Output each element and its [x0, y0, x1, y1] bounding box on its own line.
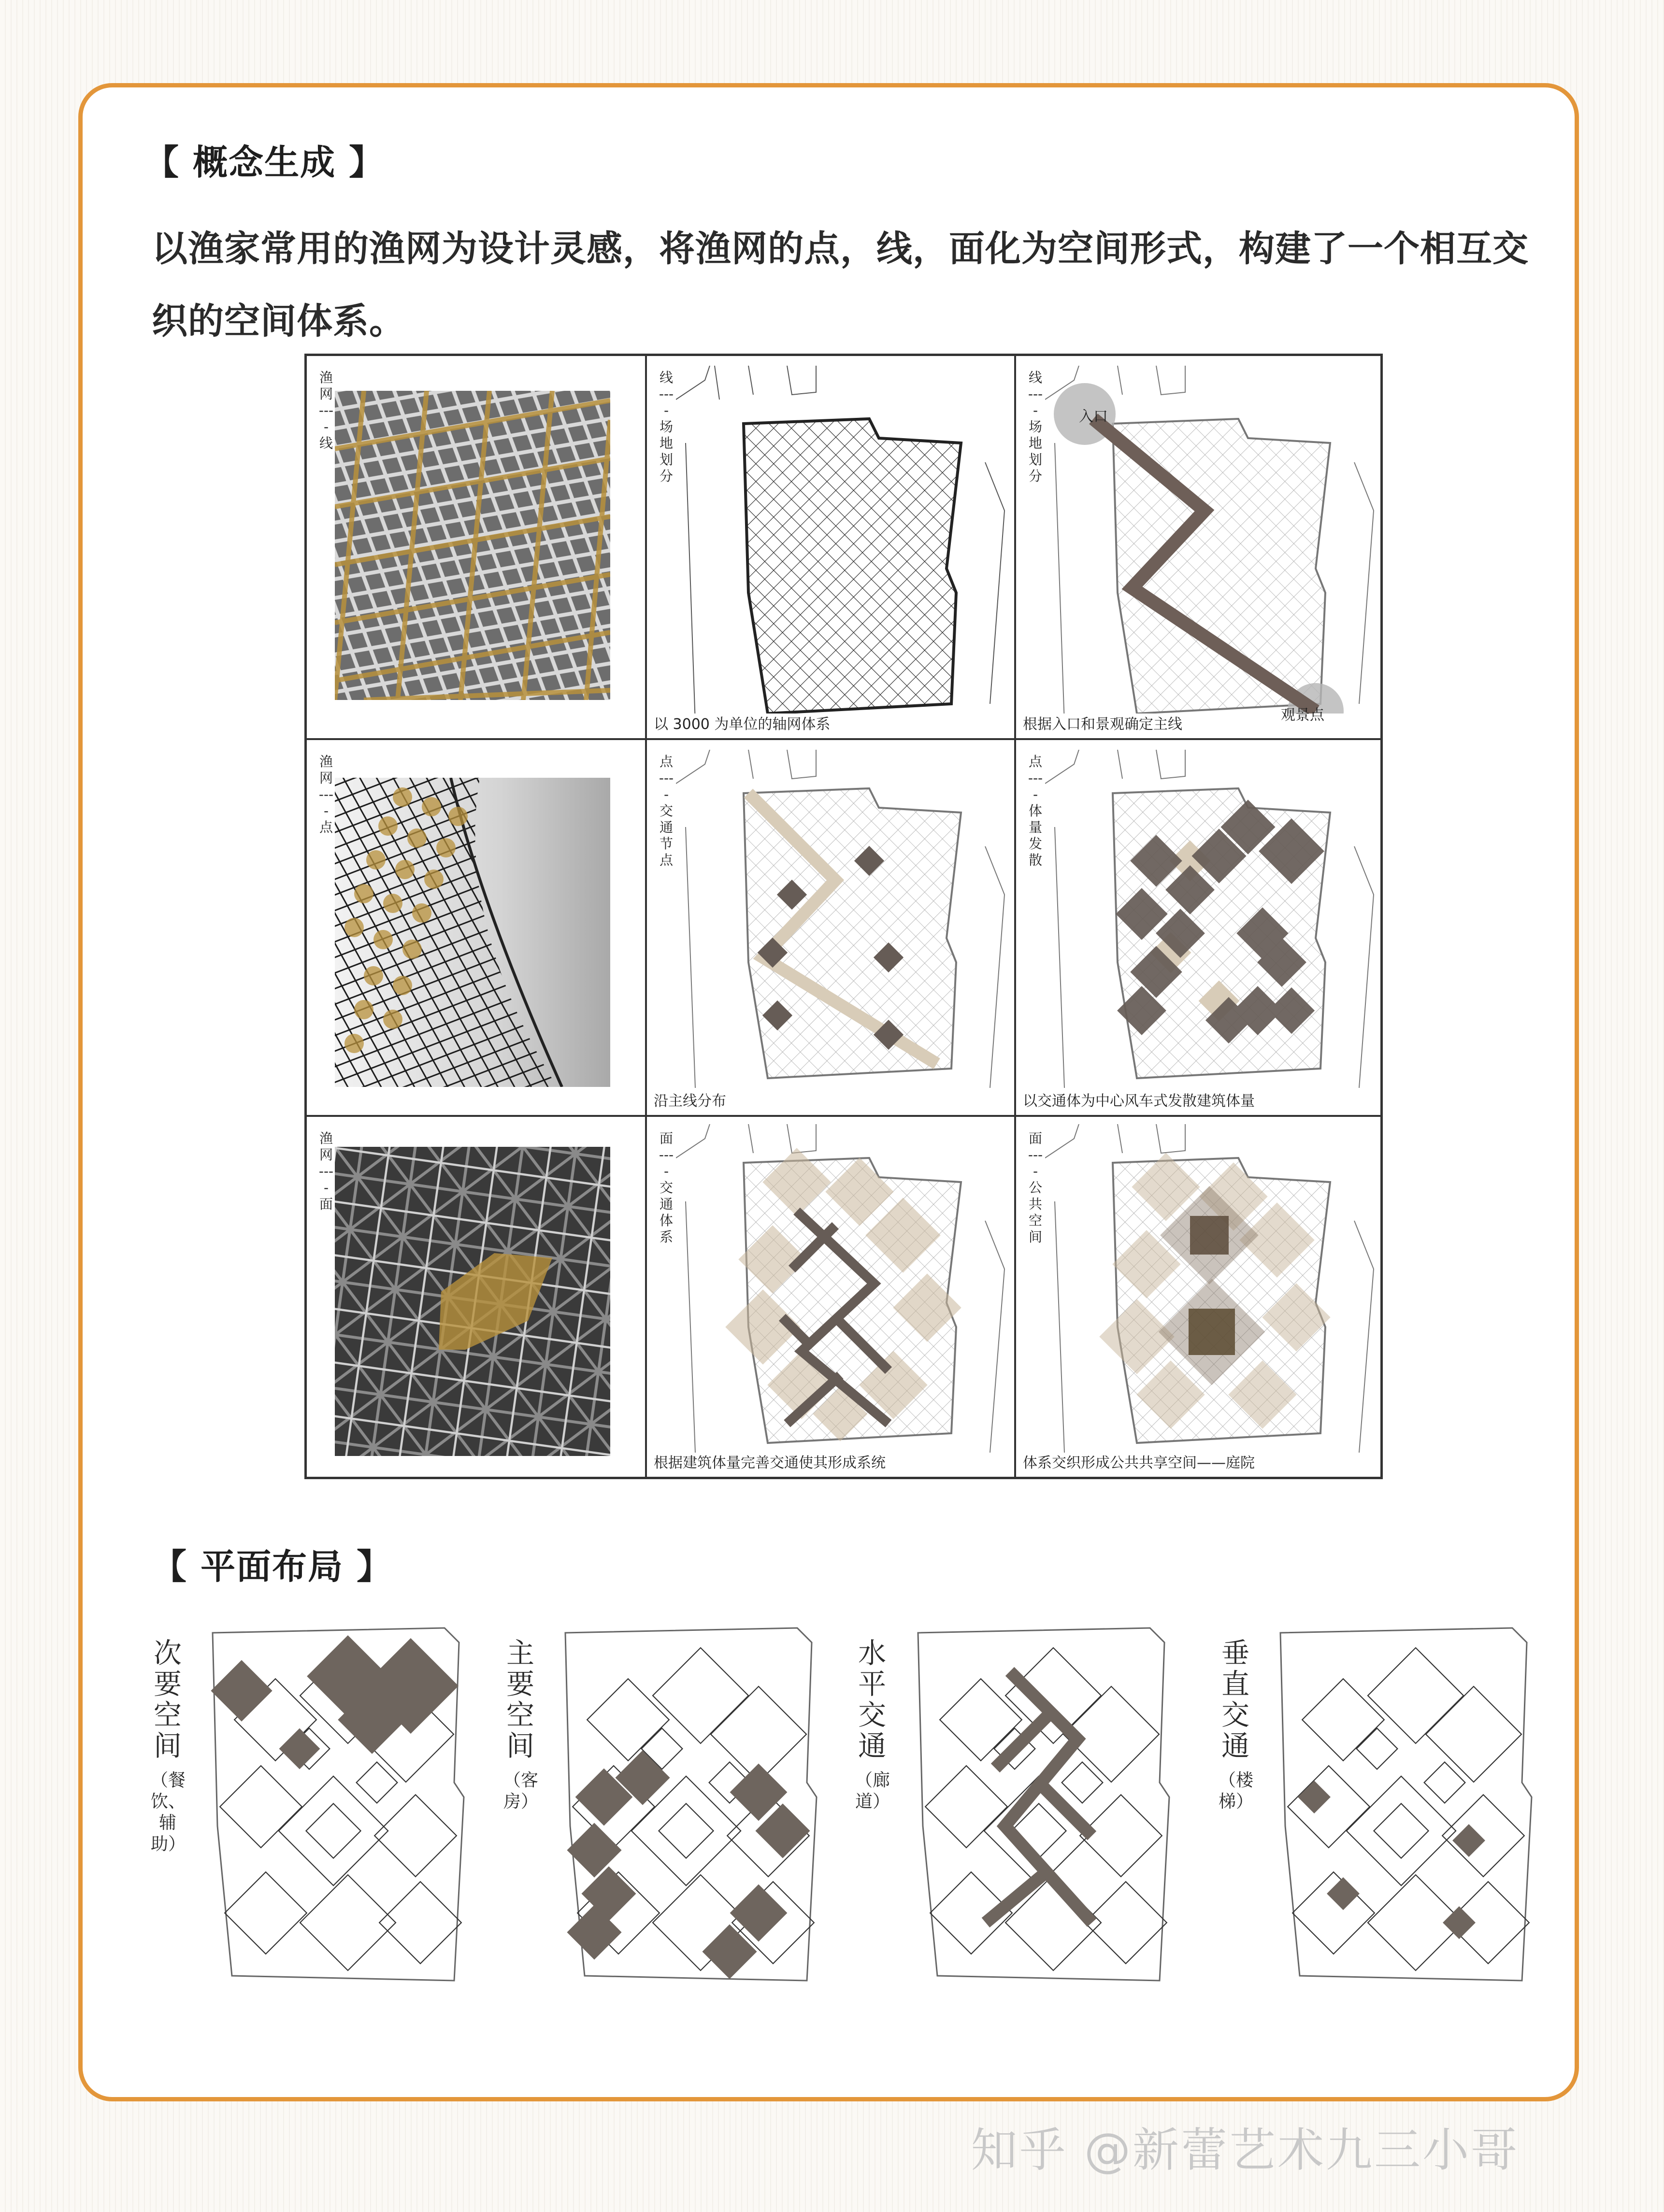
cell-axis-grid [646, 355, 1015, 739]
plan-label-main [503, 1638, 537, 1812]
photo-label-line: 渔网 ---- 线 [318, 370, 334, 451]
traffic-nodes-diagram [676, 750, 1009, 1088]
section-heading-concept: 【 概念生成 】 [144, 142, 385, 183]
public-space-diagram [1045, 1124, 1378, 1453]
caption-volume-spread: 以交通体为中心风车式发散建筑体量 [1023, 1093, 1255, 1110]
caption-traffic-system: 根据建筑体量完善交通使其形成系统 [654, 1455, 886, 1471]
label-volume-spread: 点 ---- 体量发散 [1028, 754, 1043, 868]
plan-title-main: 主要空间 [506, 1637, 534, 1762]
concept-grid [304, 354, 1383, 1479]
caption-main-line: 根据入口和景观确定主线 [1023, 716, 1182, 733]
plan-title-horizontal: 水平交通 [858, 1637, 886, 1762]
plan-title-secondary: 次要空间 [153, 1637, 182, 1762]
plan-label-secondary [151, 1638, 185, 1855]
cell-public-space [1015, 1116, 1381, 1478]
watermark: 知乎 @新蕾艺术九三小哥 [971, 2123, 1519, 2177]
cell-net-point-photo [306, 739, 646, 1116]
cell-main-line [1015, 355, 1381, 739]
section-heading-layout: 【 平面布局 】 [152, 1546, 393, 1587]
label-traffic-system: 面 ---- 交通体系 [659, 1130, 674, 1245]
traffic-system-diagram [676, 1124, 1009, 1453]
caption-axis-grid: 以 3000 为单位的轴网体系 [654, 716, 831, 733]
plan-label-horizontal [855, 1638, 889, 1812]
viewpoint-tag: 观景点 [1281, 707, 1324, 724]
plan-sub-horizontal: （廊道） [855, 1770, 890, 1812]
plan-sub-secondary: （餐饮、辅助） [151, 1770, 186, 1854]
plan-sub-main: （客房） [503, 1770, 539, 1812]
plan-title-vertical: 垂直交通 [1221, 1637, 1249, 1762]
plan-secondary-space [203, 1623, 473, 1990]
entrance-tag: 入口 [1079, 408, 1108, 425]
net-point-photo [335, 778, 610, 1087]
plan-sub-vertical: （楼梯） [1219, 1770, 1254, 1812]
cell-net-surface-photo [306, 1116, 646, 1478]
plan-main-space [556, 1623, 826, 1990]
caption-traffic-nodes: 沿主线分布 [654, 1093, 726, 1110]
axis-grid-diagram [676, 366, 1009, 714]
photo-label-point: 渔网 ---- 点 [318, 754, 334, 835]
label-site-division-2: 线 ---- 场地划分 [1028, 370, 1043, 484]
plan-horizontal-traffic [908, 1623, 1179, 1990]
photo-label-surface: 渔网 ---- 面 [318, 1130, 334, 1212]
intro-paragraph: 以渔家常用的渔网为设计灵感，将渔网的点，线，面化为空间形式，构建了一个相互交织的空间体系。 [152, 228, 1529, 342]
caption-public-space: 体系交织形成公共共享空间——庭院 [1023, 1455, 1255, 1471]
cell-net-line-photo [306, 355, 646, 739]
cell-traffic-system [646, 1116, 1015, 1478]
label-public-space: 面 ---- 公共空间 [1028, 1130, 1043, 1245]
plan-vertical-traffic [1271, 1623, 1541, 1990]
cell-traffic-nodes [646, 739, 1015, 1116]
label-traffic-nodes: 点 ---- 交通节点 [659, 754, 674, 868]
net-line-photo [335, 391, 610, 700]
plan-label-vertical [1219, 1638, 1252, 1812]
cell-volume-spread [1015, 739, 1381, 1116]
net-surface-photo [335, 1147, 610, 1456]
label-site-division: 线 ---- 场地划分 [659, 370, 674, 484]
volume-spread-diagram [1045, 750, 1378, 1088]
